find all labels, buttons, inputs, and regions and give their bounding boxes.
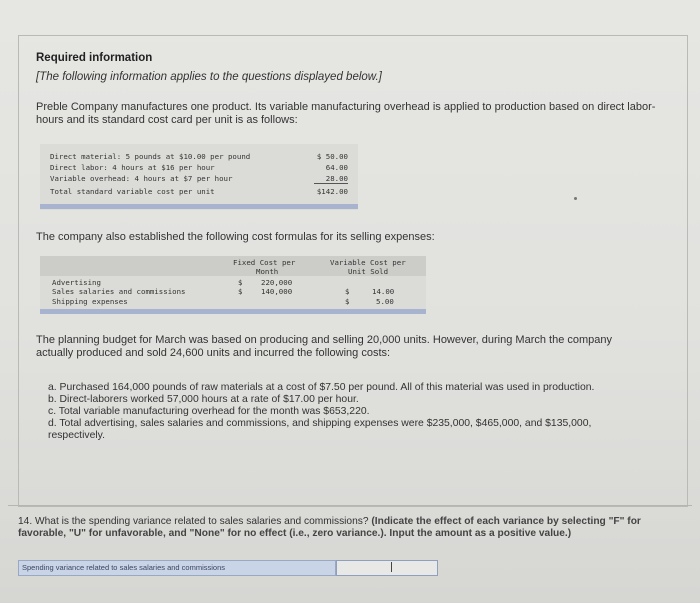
question-text: 14. What is the spending variance related to sales salaries and commissions? <box>18 516 369 527</box>
fixed-value: 220,000 <box>261 278 293 287</box>
sum-rule <box>314 183 348 184</box>
selling-row-label: Advertising <box>52 278 101 287</box>
selling-row-label: Shipping expenses <box>52 297 128 306</box>
answer-row <box>18 560 438 576</box>
cost-row-amount: 28.00 <box>325 174 348 183</box>
cost-total-amount: $142.00 <box>316 187 348 196</box>
cost-row-amount: $ 50.00 <box>316 152 348 161</box>
cost-total-label: Total standard variable cost per unit <box>50 187 215 196</box>
standard-cost-table <box>40 144 358 210</box>
list-item: c. Total variable manufacturing overhead for the month was $653,220. <box>48 406 370 417</box>
col-header-fixed-sub: Month <box>256 267 279 276</box>
cost-row-amount: 64.00 <box>325 163 348 172</box>
text-cursor <box>391 562 392 572</box>
col-header-variable-sub: Unit Sold <box>348 267 389 276</box>
variable-currency: $ <box>345 287 350 296</box>
decorative-dot <box>574 197 577 200</box>
budget-paragraph: The planning budget for March was based on producing and selling 20,000 units. However, during March the company actually produced and sold 24,600 units and incurred the following costs: <box>36 334 613 359</box>
variable-value: 14.00 <box>372 287 395 296</box>
selling-row-label: Sales salaries and commissions <box>52 287 186 296</box>
info-note: [The following information applies to the questions displayed below.] <box>36 71 382 83</box>
fixed-currency: $ <box>238 287 243 296</box>
list-item: d. Total advertising, sales salaries and commissions, and shipping expenses were $235,000, $465,000, and $135,000, respectively. <box>48 418 592 441</box>
section-divider <box>8 505 692 506</box>
variable-value: 5.00 <box>376 297 394 306</box>
table-footer-bar <box>40 204 358 209</box>
table-footer-bar <box>40 309 426 314</box>
intro-paragraph: Preble Company manufactures one product. Its variable manufacturing overhead is applied to production based on direct labor-hours and its standard cost card per unit is as follows: <box>36 101 656 126</box>
list-item: a. Purchased 164,000 pounds of raw materials at a cost of $7.50 per pound. All of this material was used in production. <box>48 382 595 393</box>
question-instruction: (Indicate the effect of each variance by selecting "F" for favorable, "U" for unfavorable, and "None" for no effect (i.e., zero variance.). Input the amount as a positive value.) <box>18 516 641 539</box>
spending-variance-input[interactable] <box>336 560 438 576</box>
selling-expense-table <box>40 256 426 314</box>
list-item: b. Direct-laborers worked 57,000 hours at a rate of $17.00 per hour. <box>48 394 359 405</box>
col-header-variable: Variable Cost per <box>330 258 406 267</box>
variable-currency: $ <box>345 297 350 306</box>
fixed-value: 140,000 <box>261 287 293 296</box>
section-heading: Required information <box>36 52 153 64</box>
cost-row-label: Direct labor: 4 hours at $16 per hour <box>50 163 215 172</box>
selling-intro: The company also established the following cost formulas for its selling expenses: <box>36 231 435 243</box>
cost-row-label: Variable overhead: 4 hours at $7 per hour <box>50 174 233 183</box>
actual-costs-list <box>48 382 648 442</box>
answer-label: Spending variance related to sales salaries and commissions <box>18 560 336 576</box>
question-14 <box>18 516 684 540</box>
cost-row-label: Direct material: 5 pounds at $10.00 per pound <box>50 152 251 161</box>
fixed-currency: $ <box>238 278 243 287</box>
col-header-fixed: Fixed Cost per <box>233 258 296 267</box>
